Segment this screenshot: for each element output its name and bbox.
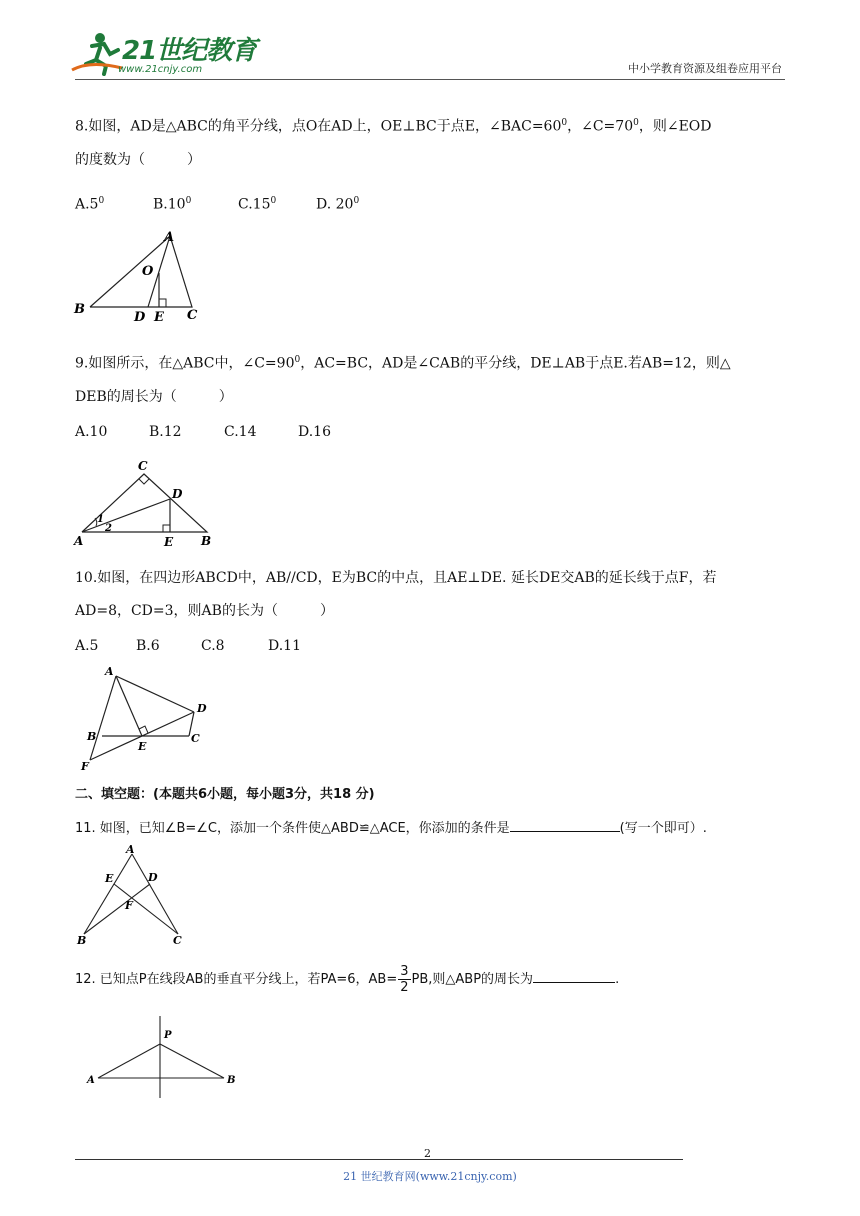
q10-option-b[interactable]: B.6	[136, 638, 160, 654]
q8-line1	[75, 114, 712, 136]
q12-text-c: .	[615, 972, 620, 987]
q12-frac-den: 2	[400, 980, 409, 995]
q8-option-c[interactable]: $C.15^0$	[238, 196, 277, 213]
q9-option-b[interactable]: B.12	[149, 424, 182, 440]
q10-label-c: C	[191, 732, 200, 745]
q12-label-a: A	[87, 1075, 95, 1086]
q11-label-e: E	[105, 872, 114, 885]
q9-option-c[interactable]: C.14	[224, 424, 257, 440]
q10-line2: AD=8，CD=3，则AB的长为（ ）	[75, 603, 334, 619]
q10-option-a[interactable]: A.5	[75, 638, 99, 654]
q8-option-b[interactable]: $B.10^0$	[153, 196, 192, 213]
q12-text	[75, 962, 619, 998]
q8-line2: 的度数为（ ）	[75, 152, 201, 168]
header-divider	[75, 79, 785, 80]
q11-figure	[74, 840, 194, 950]
q8-sup2: 0	[633, 118, 639, 128]
q10-figure	[76, 662, 216, 774]
q8-option-d[interactable]: D. $20^0$	[316, 196, 360, 213]
q10-label-d: D	[197, 702, 207, 715]
q8-option-a[interactable]: $A.5^0$	[75, 196, 105, 213]
q9-text-a: 9.如图所示，在△ABC中，∠C=90	[75, 355, 295, 372]
q10-label-a: A	[105, 665, 114, 678]
q10-label-b: B	[87, 730, 97, 743]
q9-line1	[75, 351, 731, 373]
q11-text-a: 11. 如图，已知∠B=∠C，添加一个条件使△ABD≌△ACE，你添加的条件是	[75, 821, 510, 836]
q12-answer-blank[interactable]	[533, 968, 615, 983]
q12-text-b: PB,则△ABP的周长为	[411, 972, 534, 987]
q8-label-o: O	[142, 264, 154, 279]
q11-text-b: (写一个即可）.	[619, 821, 707, 836]
page-number: 2	[424, 1147, 431, 1160]
q11-label-c: C	[173, 934, 182, 947]
q11-label-f: F	[125, 899, 133, 912]
q12-figure	[82, 1014, 242, 1104]
q12-fraction	[398, 964, 410, 995]
q10-label-e: E	[138, 740, 147, 753]
q9-line2: DEB的周长为（ ）	[75, 389, 233, 405]
q8-text-c: ，则∠EOD	[638, 118, 712, 135]
q9-label-a: A	[74, 534, 84, 548]
logo-url: www.21cnjy.com	[118, 64, 203, 75]
q12-label-p: P	[164, 1030, 172, 1041]
q9-sup1: 0	[294, 355, 301, 365]
q12-text-a: 12. 已知点P在线段AB的垂直平分线上，若PA=6，AB=	[75, 972, 398, 987]
q8-text-b: ，∠C=70	[567, 118, 634, 135]
q12-label-b: B	[227, 1075, 236, 1086]
q11-answer-blank[interactable]	[510, 817, 620, 832]
q9-figure	[72, 456, 222, 548]
q8-label-c: C	[187, 308, 198, 323]
q11-label-d: D	[148, 871, 158, 884]
q8-label-b: B	[74, 302, 85, 317]
q8-label-e: E	[154, 310, 164, 325]
q11-text	[75, 817, 707, 838]
q9-option-a[interactable]: A.10	[75, 424, 108, 440]
header-platform-text: 中小学教育资源及组卷应用平台	[628, 62, 782, 75]
q10-option-d[interactable]: D.11	[268, 638, 301, 654]
q9-label-d: D	[172, 487, 183, 501]
q9-label-angle1: 1	[97, 514, 104, 525]
q9-option-d[interactable]: D.16	[298, 424, 331, 440]
q9-label-angle2: 2	[105, 523, 112, 534]
footer-site-link[interactable]: 21 世纪教育网(www.21cnjy.com)	[343, 1170, 517, 1183]
section-heading-fill-in: 二、填空题：(本题共6小题，每小题3分，共18 分)	[75, 787, 375, 802]
q10-option-c[interactable]: C.8	[201, 638, 225, 654]
q8-figure	[70, 226, 210, 326]
q9-label-b: B	[201, 534, 212, 548]
q10-label-f: F	[81, 760, 89, 773]
q8-sup1: 0	[561, 118, 568, 128]
q8-text-a: 8.如图，AD是△ABC的角平分线，点O在AD上，OE⊥BC于点E，∠BAC=60	[75, 118, 562, 135]
q10-line1: 10.如图，在四边形ABCD中，AB//CD，E为BC的中点，且AE⊥DE. 延长DE交AB的延长线于点F，若	[75, 570, 717, 586]
q11-label-a: A	[126, 843, 135, 856]
q8-label-d: D	[134, 310, 146, 325]
q9-label-c: C	[138, 459, 148, 473]
q12-frac-num: 3	[400, 964, 409, 979]
q9-text-b: ，AC=BC，AD是∠CAB的平分线，DE⊥AB于点E.若AB=12，则△	[300, 355, 731, 372]
footer-divider	[75, 1159, 683, 1160]
q9-label-e: E	[164, 535, 174, 548]
logo-text: 21世纪教育	[122, 36, 257, 66]
q11-label-b: B	[77, 934, 87, 947]
q8-label-a: A	[164, 230, 175, 245]
